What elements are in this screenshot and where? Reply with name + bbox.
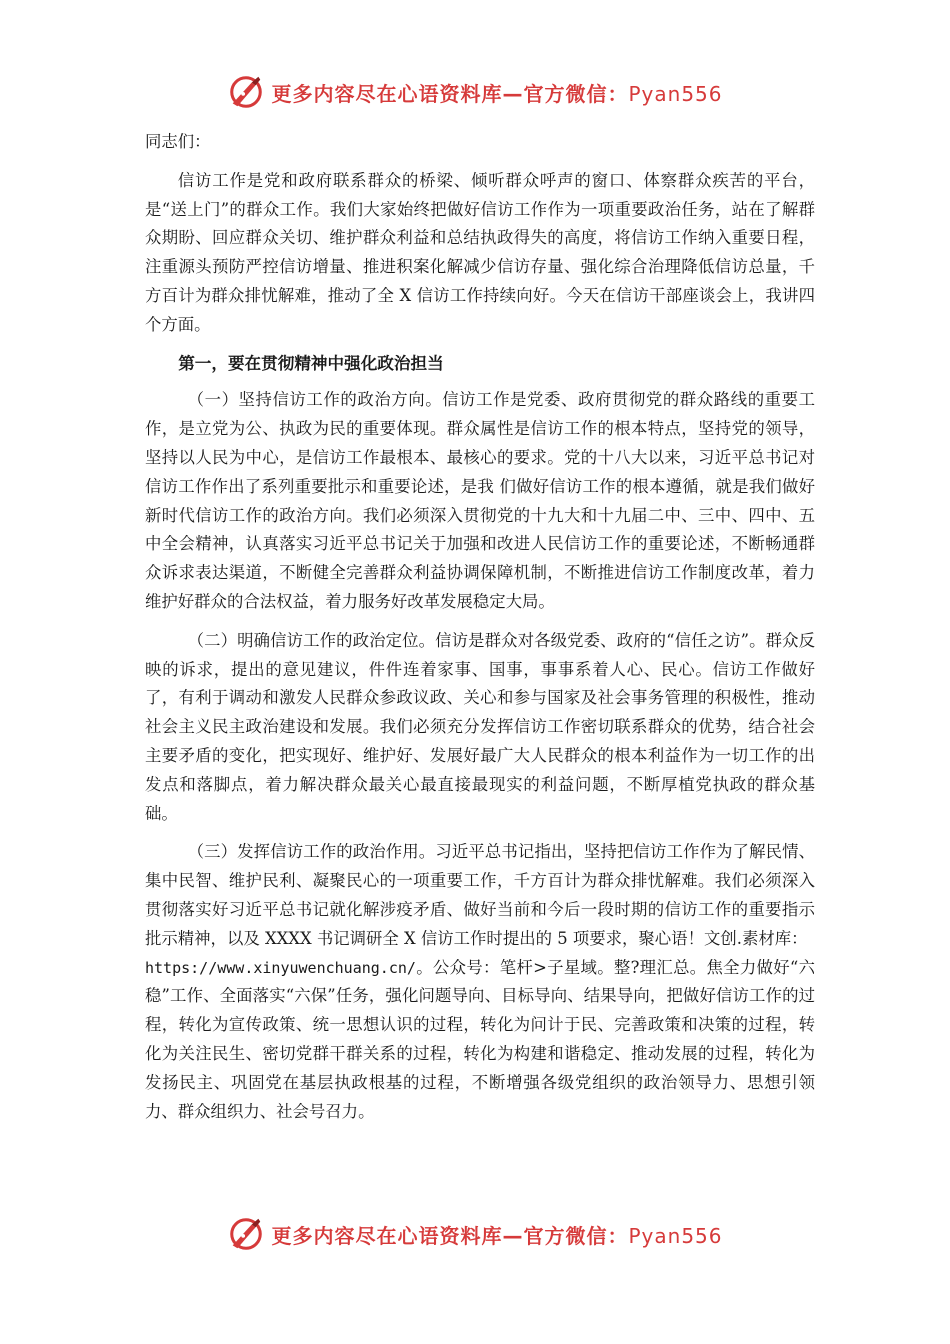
pen-circle-logo-icon xyxy=(227,1215,265,1253)
banner-label: 更多内容尽在心语资料库—官方微信： xyxy=(271,81,629,106)
paragraph-2: （二）明确信访工作的政治定位。信访是群众对各级党委、政府的“信任之访”。群众反映的诉求，提出的意见建议，件件连着家事、国事，事事系着人心、民心。信访工作做好了，有利于调动和激发人民群众参政议政、关心和参与国家及社会事务管理的积极性，推动社会主义民主政治建设和发展。我们必须充分发挥信访工作密切联系群众的优势，结合社会主要矛盾的变化，把实现好、维护好、发展好最广大人民群众的根本利益作为一切工作的出发点和落脚点，着力解决群众最关心最直接最现实的利益问题，不断厚植党执政的群众基础。 xyxy=(145,630,815,823)
source-url: https://www.xinyuwenchuang.cn/ xyxy=(145,958,416,977)
banner-handle: Pyan556 xyxy=(628,81,723,106)
footer-banner xyxy=(0,1212,950,1256)
header-banner xyxy=(0,70,950,114)
pen-circle-logo-icon xyxy=(227,73,265,111)
paragraph-3-part-a: （三）发挥信访工作的政治作用。习近平总书记指出，坚持把信访工作作为了解民情、集中民智、维护民利、凝聚民心的一项重要工作，千方百计为群众排忧解难。我们必须深入贯彻落实好习近平总书记就化解涉疫矛盾、做好当前和今后一段时期的信访工作的重要指示批示精神，以及 XXXX 书记调研全 X 信访工作时提出的 5 项要求，聚心语！文创.素材库： xyxy=(145,842,815,948)
section-heading-1: 第一，要在贯彻精神中强化政治担当 xyxy=(178,353,444,373)
intro-paragraph: 信访工作是党和政府联系群众的桥梁、倾听群众呼声的窗口、体察群众疾苦的平台，是“送上门”的群众工作。我们大家始终把做好信访工作作为一项重要政治任务，站在了解群众期盼、回应群众关切、维护群众利益和总结执政得失的高度，将信访工作纳入重要日程，注重源头预防严控信访增量、推进积案化解减少信访存量、强化综合治理降低信访总量，千方百计为群众排忧解难，推动了全 X 信访工作持续向好。今天在信访干部座谈会上，我讲四个方面。 xyxy=(145,170,815,334)
greeting: 同志们： xyxy=(145,132,211,151)
paragraph-3 xyxy=(145,838,815,1126)
paragraph-3-part-b: 。公众号：笔杆>子星域。整?理汇总。焦全力做好“六稳”工作、全面落实“六保”任务，强化问题导向、目标导向、结果导向，把做好信访工作的过程，转化为宣传政策、统一思想认识的过程，转化为问计于民、完善政策和决策的过程，转化为关注民生、密切党群干群关系的过程，转化为构建和谐稳定、推动发展的过程，转化为发扬民主、巩固党在基层执政根基的过程，不断增强各级党组织的政治领导力、思想引领力、群众组织力、社会号召力。 xyxy=(145,957,815,1121)
paragraph-1: （一）坚持信访工作的政治方向。信访工作是党委、政府贯彻党的群众路线的重要工作，是立党为公、执政为民的重要体现。群众属性是信访工作的根本特点，坚持党的领导，坚持以人民为中心，是信访工作最根本、最核心的要求。党的十八大以来，习近平总书记对信访工作作出了系列重要批示和重要论述，是我 们做好信访工作的根本遵循，就是我们做好新时代信访工作的政治方向。我们必须深入贯彻党的十九大和十九届二中、三中、四中、五中全会精神，认真落实习近平总书记关于加强和改进人民信访工作的重要论述，不断畅通群众诉求表达渠道，不断健全完善群众利益协调保障机制，不断推进信访工作制度改革，着力维护好群众的合法权益，着力服务好改革发展稳定大局。 xyxy=(145,390,815,611)
banner-label: 更多内容尽在心语资料库—官方微信： xyxy=(271,1223,629,1248)
banner-handle: Pyan556 xyxy=(628,1223,723,1248)
banner-text xyxy=(271,1220,722,1249)
banner-text xyxy=(271,78,722,107)
document-body xyxy=(145,128,815,1126)
